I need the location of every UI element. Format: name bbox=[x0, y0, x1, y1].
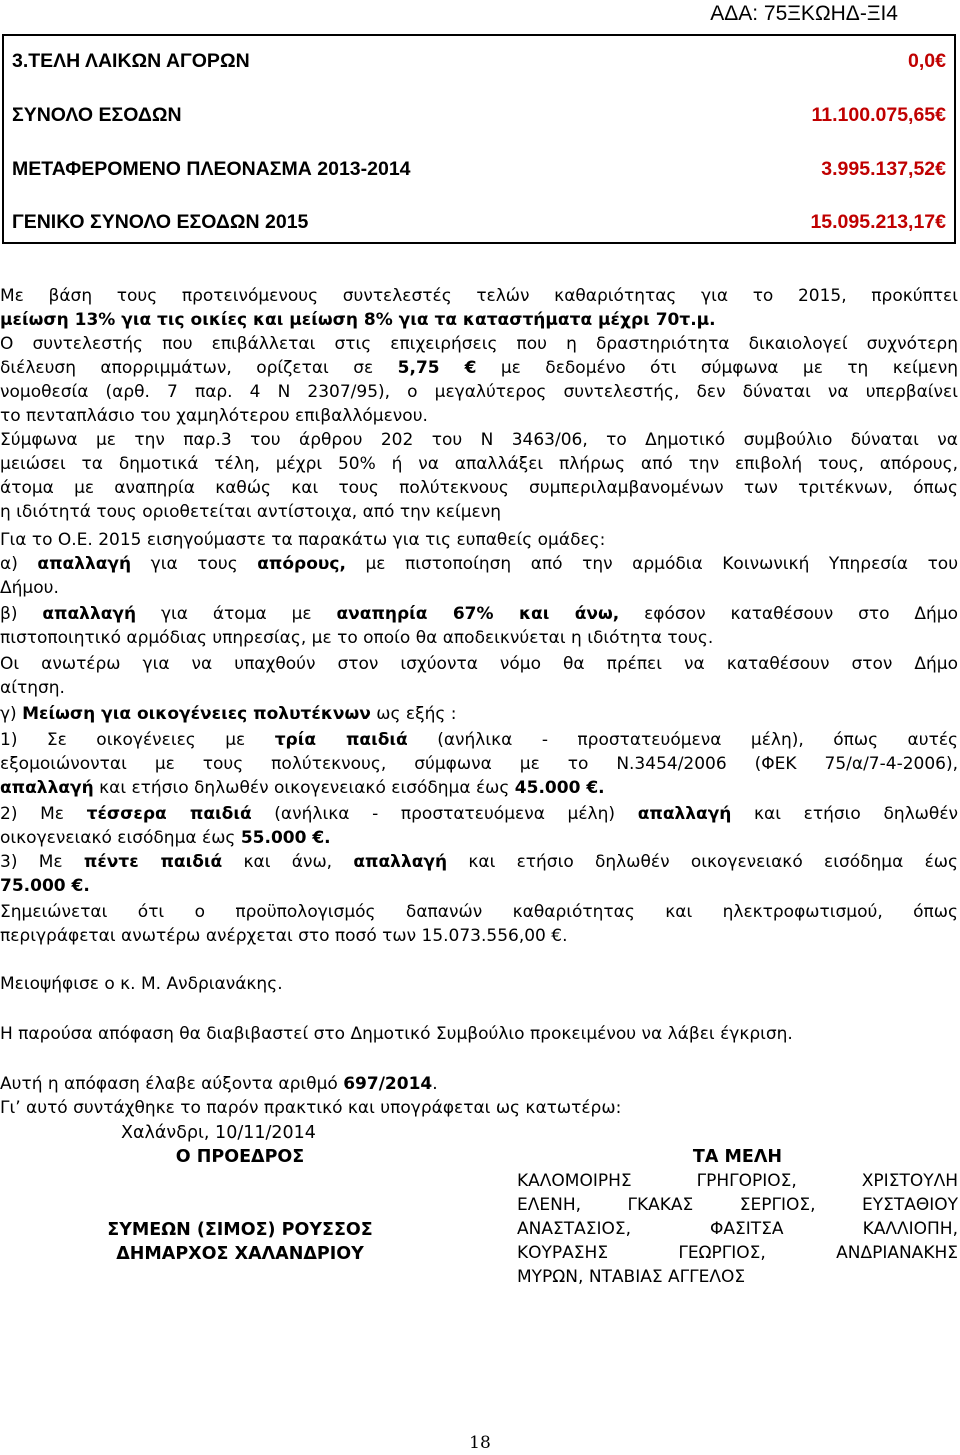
text-run: 3) Με bbox=[0, 852, 63, 872]
bold-run: αναπηρία 67% και άνω, bbox=[336, 604, 620, 624]
paragraph-line bbox=[0, 602, 958, 626]
text-run: . bbox=[432, 1074, 438, 1094]
paragraph-line: μειώσει τα δημοτικά τέλη, μέχρι 50% ή να απαλλάξει πλήρως από την επιβολή τους, απόρους, bbox=[0, 454, 958, 474]
summary-label: ΜΕΤΑΦΕΡΟΜΕΝΟ ΠΛΕΟΝΑΣΜΑ 2013-2014 bbox=[12, 158, 411, 180]
bold-run: πέντε παιδιά bbox=[83, 852, 223, 872]
text-run: (ανήλικα - προστατευόμενα μέλη), όπως αυτές bbox=[437, 730, 958, 750]
bold-run: τέσσερα παιδιά bbox=[86, 804, 252, 824]
text-run: για άτομα με bbox=[160, 604, 312, 624]
member-line: ΜΥΡΩΝ, ΝΤΑΒΙΑΣ ΑΓΓΕΛΟΣ bbox=[517, 1267, 746, 1287]
paragraph-line bbox=[0, 728, 958, 752]
paragraph-line bbox=[0, 702, 958, 726]
members-title: ΤΑ ΜΕΛΗ bbox=[692, 1147, 783, 1167]
member-line: ΑΝΑΣΤΑΣΙΟΣ, ΦΑΣΙΤΣΑ ΚΑΛΛΙΟΠΗ, bbox=[517, 1219, 958, 1239]
paragraph-line: πιστοποιητικό αρμόδιας υπηρεσίας, με το οποίο θα αποδεικνύεται η ιδιότητα τους. bbox=[0, 628, 714, 648]
decision-number: 697/2014 bbox=[343, 1074, 433, 1094]
member-line: ΚΑΛΟΜΟΙΡΗΣ ΓΡΗΓΟΡΙΟΣ, ΧΡΙΣΤΟΥΛΗ bbox=[517, 1171, 958, 1191]
bold-run: τρία παιδιά bbox=[274, 730, 408, 750]
rate-value: 5,75 € bbox=[397, 358, 477, 378]
paragraph-line bbox=[0, 1072, 958, 1096]
text-run: ως εξής : bbox=[376, 704, 457, 724]
paragraph-line: Με βάση τους προτεινόμενους συντελεστές τελών καθαριότητας για το 2015, προκύπτει bbox=[0, 286, 958, 306]
place-date: Χαλάνδρι, 10/11/2014 bbox=[121, 1123, 316, 1143]
paragraph-line: αίτηση. bbox=[0, 678, 65, 698]
chair-name: ΣΥΜΕΩΝ (ΣΙΜΟΣ) ΡΟΥΣΣΟΣ bbox=[107, 1220, 373, 1240]
text-run: α) bbox=[0, 554, 18, 574]
paragraph-line: Σύμφωνα με την παρ.3 του άρθρου 202 του Ν 3463/06, το Δημοτικό συμβούλιο δύναται να bbox=[0, 430, 958, 450]
text-run: (ανήλικα - προστατευόμενα μέλη) bbox=[274, 804, 616, 824]
summary-amount: 0,0€ bbox=[908, 50, 946, 72]
bold-run: απαλλαγή bbox=[353, 852, 448, 872]
chair-title: Ο ΠΡΟΕΔΡΟΣ bbox=[175, 1147, 305, 1167]
paragraph-line: η ιδιότητά τους οριοθετείται αντίστοιχα, από την κείμενη bbox=[0, 502, 501, 522]
text-run: εφόσον καταθέσουν στο Δήμο bbox=[644, 604, 959, 624]
summary-amount: 11.100.075,65€ bbox=[811, 104, 946, 126]
member-line: ΕΛΕΝΗ, ΓΚΑΚΑΣ ΣΕΡΓΙΟΣ, ΕΥΣΤΑΘΙΟΥ bbox=[517, 1195, 958, 1215]
text-run: οικογενειακό εισόδημα έως bbox=[0, 828, 236, 848]
paragraph-line: μείωση 13% για τις οικίες και μείωση 8% για τα καταστήματα μέχρι 70τ.μ. bbox=[0, 310, 716, 330]
paragraph-line: Ο συντελεστής που επιβάλλεται στις επιχειρήσεις που η δραστηριότητα δικαιολογεί συχνότερη bbox=[0, 334, 958, 354]
member-line: ΚΟΥΡΑΣΗΣ ΓΕΩΡΓΙΟΣ, ΑΝΔΡΙΑΝΑΚΗΣ bbox=[517, 1243, 958, 1263]
bold-run: απαλλαγή bbox=[42, 604, 137, 624]
text-run: 1) Σε οικογένειες με bbox=[0, 730, 246, 750]
paragraph-line: Δήμου. bbox=[0, 578, 59, 598]
paragraph-line: περιγράφεται ανωτέρω ανέρχεται στο ποσό των 15.073.556,00 €. bbox=[0, 926, 568, 946]
text-run: με πιστοποίηση από την αρμόδια Κοινωνική Υπηρεσία του bbox=[365, 554, 959, 574]
text-run: 2) Με bbox=[0, 804, 64, 824]
revenue-summary-table bbox=[2, 34, 956, 244]
paragraph-line bbox=[0, 826, 958, 850]
chair-role: ΔΗΜΑΡΧΟΣ ΧΑΛΑΝΔΡΙΟΥ bbox=[116, 1244, 364, 1264]
paragraph-line: Για το Ο.Ε. 2015 εισηγούμαστε τα παρακάτω για τις ευπαθείς ομάδες: bbox=[0, 530, 606, 550]
paragraph-line: νομοθεσία (αρθ. 7 παρ. 4 Ν 2307/95), ο μεγαλύτερος συντελεστής, δεν δύναται να υπερβαίνει bbox=[0, 382, 958, 402]
text-run: και άνω, bbox=[243, 852, 333, 872]
paragraph-line: Η παρούσα απόφαση θα διαβιβαστεί στο Δημοτικό Συμβούλιο προκειμένου να λάβει έγκριση. bbox=[0, 1024, 793, 1044]
text-run: Αυτή η απόφαση έλαβε αύξοντα αριθμό bbox=[0, 1074, 338, 1094]
bold-run: απαλλαγή bbox=[637, 804, 732, 824]
text-run: και ετήσιο δηλωθέν οικογενειακό εισόδημα έως bbox=[468, 852, 958, 872]
summary-label: ΓΕΝΙΚΟ ΣΥΝΟΛΟ ΕΣΟΔΩΝ 2015 bbox=[12, 211, 309, 233]
paragraph-line: Σημειώνεται ότι ο προϋπολογισμός δαπανών καθαριότητας και ηλεκτροφωτισμού, όπως bbox=[0, 902, 958, 922]
bold-run: Μείωση για οικογένειες πολυτέκνων bbox=[22, 704, 371, 724]
paragraph-line: το πενταπλάσιο του χαμηλότερου επιβαλλόμενου. bbox=[0, 406, 428, 426]
paragraph-line bbox=[0, 552, 958, 576]
paragraph-line bbox=[0, 776, 958, 800]
text-run: γ) bbox=[0, 704, 17, 724]
paragraph-line: Γι’ αυτό συντάχθηκε το παρόν πρακτικό και υπογράφεται ως κατωτέρω: bbox=[0, 1098, 622, 1118]
summary-amount: 3.995.137,52€ bbox=[821, 158, 946, 180]
page-number: 18 bbox=[469, 1433, 491, 1453]
text-run: για τους bbox=[150, 554, 238, 574]
paragraph-line: εξομοιώνονται με τους πολύτεκνους, σύμφωνα με το Ν.3454/2006 (ΦΕΚ 75/α/7-4-2006), bbox=[0, 754, 958, 774]
bold-run: απόρους, bbox=[257, 554, 346, 574]
paragraph-line: άτομα με αναπηρία καθώς και τους πολύτεκνους συμπεριλαμβανομένων των τριτέκνων, όπως bbox=[0, 478, 958, 498]
paragraph-line: Οι ανωτέρω για να υπαχθούν στον ισχύοντα νόμο θα πρέπει να καταθέσουν στον Δήμο bbox=[0, 654, 958, 674]
paragraph-line: Μειοψήφισε ο κ. Μ. Ανδριανάκης. bbox=[0, 974, 283, 994]
text-run: και ετήσιο δηλωθέν οικογενειακό εισόδημα έως bbox=[99, 778, 510, 798]
bold-run: 45.000 €. bbox=[514, 778, 605, 798]
text-run: και ετήσιο δηλωθέν bbox=[754, 804, 958, 824]
paragraph-line bbox=[0, 850, 958, 874]
summary-amount: 15.095.213,17€ bbox=[810, 211, 946, 233]
bold-run: απαλλαγή bbox=[37, 554, 132, 574]
text-run: β) bbox=[0, 604, 18, 624]
paragraph-line bbox=[0, 802, 958, 826]
text-run: με δεδομένο ότι σύμφωνα με τη κείμενη bbox=[500, 358, 959, 378]
summary-label: ΣΥΝΟΛΟ ΕΣΟΔΩΝ bbox=[12, 104, 182, 126]
bold-run: απαλλαγή bbox=[0, 778, 94, 798]
ada-code: ΑΔΑ: 75ΞΚΩΗΔ-ΞΙ4 bbox=[710, 2, 898, 25]
paragraph-line: 75.000 €. bbox=[0, 876, 90, 896]
bold-run: 55.000 €. bbox=[240, 828, 331, 848]
paragraph-line bbox=[0, 356, 958, 380]
summary-label: 3.ΤΕΛΗ ΛΑΙΚΩΝ ΑΓΟΡΩΝ bbox=[12, 50, 250, 72]
text-run: διέλευση απορριμμάτων, ορίζεται σε bbox=[0, 358, 374, 378]
